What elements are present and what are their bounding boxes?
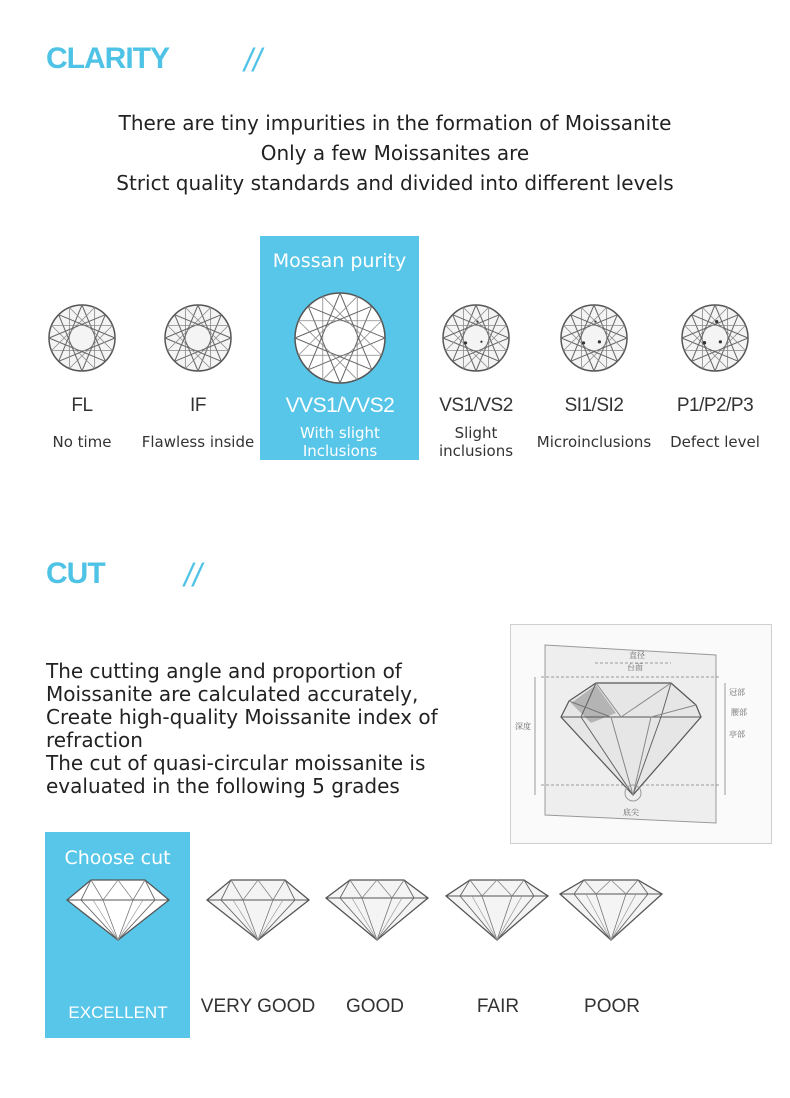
cut-text-line: The cutting angle and proportion of <box>46 659 402 683</box>
clarity-intro-line: There are tiny impurities in the formation of Moissanite <box>118 111 672 135</box>
diamond-top-icon <box>292 290 388 386</box>
diamond-top-icon <box>46 302 118 374</box>
clarity-grade-label: VVS1/VVS2 <box>285 394 395 417</box>
clarity-intro-line: Only a few Moissanites are <box>260 141 530 165</box>
clarity-grade-label: IF <box>190 395 206 416</box>
clarity-intro-line: Strict quality standards and divided into different levels <box>116 171 674 195</box>
cut-grade-icon-wrap <box>556 878 666 946</box>
clarity-grade-label: FL <box>71 395 93 416</box>
diamond-profile-icon <box>442 878 552 942</box>
diamond-profile-icon <box>203 878 313 942</box>
diagram-label: 腰部 <box>731 708 747 717</box>
cut-text-line: refraction <box>46 728 143 752</box>
diagram-label: 深度 <box>515 722 531 731</box>
cut-grade-label: GOOD <box>345 996 405 1017</box>
diamond-top-icon <box>440 302 512 374</box>
diamond-top-icon <box>679 302 751 374</box>
cut-title: CUT <box>46 557 105 590</box>
diamond-top-icon <box>162 302 234 374</box>
diamond-profile-icon <box>322 878 432 942</box>
clarity-intro <box>0 108 790 198</box>
clarity-grade-item <box>534 302 654 462</box>
clarity-grade-label: SI1/SI2 <box>564 395 624 416</box>
clarity-grade-desc: No time <box>52 433 112 451</box>
clarity-grade-desc: Slight inclusions <box>438 424 514 460</box>
clarity-grade-item <box>280 290 400 462</box>
clarity-grade-item <box>22 302 142 462</box>
clarity-grade-item <box>416 302 536 462</box>
cut-text-line: The cut of quasi-circular moissanite is <box>46 751 426 775</box>
cut-slash: // <box>184 557 202 593</box>
cut-grade-icon-wrap <box>442 878 552 946</box>
diamond-profile-icon <box>556 878 666 942</box>
diamond-profile-icon <box>63 878 173 942</box>
clarity-grade-item <box>138 302 258 462</box>
diamond-proportion-diagram <box>511 625 771 843</box>
clarity-grade-desc: Defect level <box>670 433 760 451</box>
cut-text-line: Moissanite are calculated accurately, <box>46 682 419 706</box>
clarity-grade-item <box>655 302 775 462</box>
proportion-diagram <box>510 624 772 844</box>
diagram-label: 台面 <box>627 663 643 672</box>
clarity-grade-label: P1/P2/P3 <box>676 395 754 416</box>
clarity-grade-desc: With slight Inclusions <box>300 424 380 460</box>
diagram-label: 底尖 <box>623 808 639 817</box>
cut-grade-label: EXCELLENT <box>68 1003 168 1022</box>
cut-highlight-title: Choose cut <box>64 847 171 869</box>
clarity-highlight-title: Mossan purity <box>272 250 407 272</box>
cut-grade-icon-wrap <box>203 878 313 946</box>
cut-grade-label: FAIR <box>476 996 520 1017</box>
cut-description <box>46 660 466 798</box>
diagram-label: 亭部 <box>729 730 745 739</box>
cut-grade-label: POOR <box>584 996 640 1017</box>
clarity-grade-desc: Microinclusions <box>536 433 652 451</box>
diamond-top-icon <box>558 302 630 374</box>
cut-grade-icon-wrap <box>63 878 173 946</box>
clarity-grade-desc: Flawless inside <box>141 433 255 451</box>
diagram-label: 直径 <box>629 651 645 660</box>
diagram-label: 冠部 <box>729 688 745 697</box>
cut-grade-label: VERY GOOD <box>200 996 316 1017</box>
cut-text-line: evaluated in the following 5 grades <box>46 774 400 798</box>
cut-grade-icon-wrap <box>322 878 432 946</box>
clarity-slash: // <box>244 42 262 78</box>
clarity-title: CLARITY <box>46 42 169 75</box>
cut-text-line: Create high-quality Moissanite index of <box>46 705 438 729</box>
clarity-grade-label: VS1/VS2 <box>439 395 513 416</box>
